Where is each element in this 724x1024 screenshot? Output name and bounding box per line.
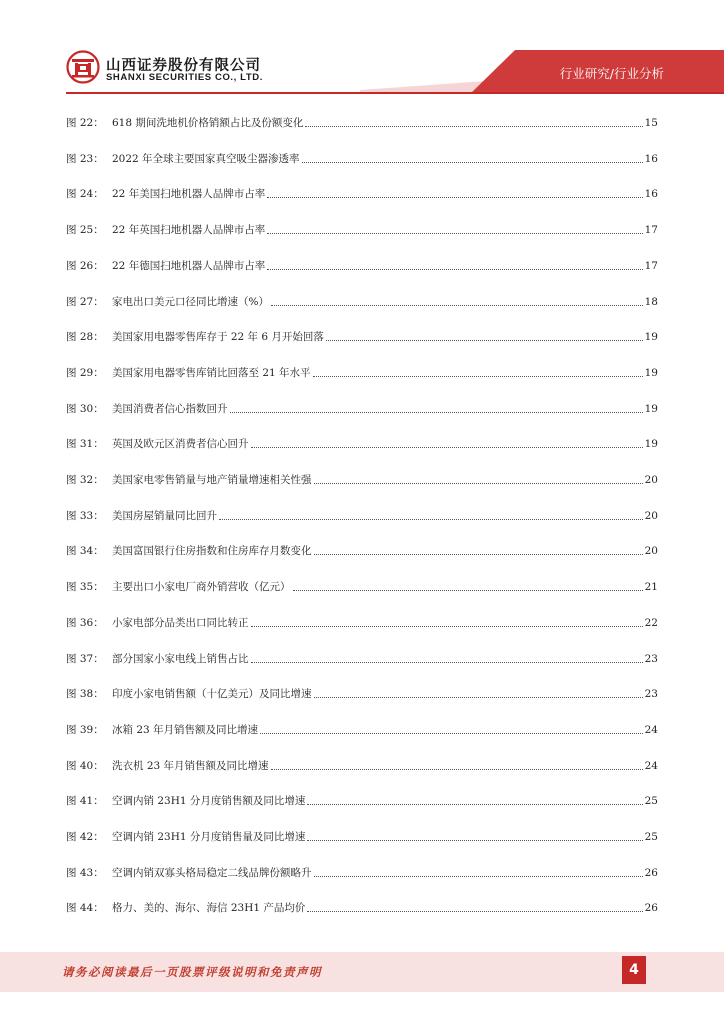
disclaimer-text: 请务必阅读最后一页股票评级说明和免责声明 bbox=[62, 965, 322, 979]
toc-entry-number: 图 33： bbox=[66, 509, 104, 522]
toc-entry-page: 23 bbox=[644, 688, 658, 701]
toc-entry-number: 图 28： bbox=[66, 331, 104, 344]
toc-entry-number: 图 41： bbox=[66, 795, 104, 808]
toc-entry[interactable] bbox=[66, 433, 658, 451]
toc-entry-title: 空调内销 23H1 分月度销售量及同比增速 bbox=[112, 831, 306, 843]
toc-entry-page: 22 bbox=[644, 616, 658, 629]
toc-entry-number: 图 25： bbox=[66, 224, 104, 237]
toc-entry[interactable] bbox=[66, 826, 658, 844]
toc-entry-title: 美国富国银行住房指数和住房库存月数变化 bbox=[112, 545, 312, 558]
page-header bbox=[0, 0, 724, 100]
toc-entry-title: 洗衣机 23 年月销售额及同比增速 bbox=[112, 759, 269, 772]
toc-entry[interactable] bbox=[66, 469, 658, 487]
toc-entry-page: 24 bbox=[644, 723, 658, 736]
toc-entry-number: 图 32： bbox=[66, 474, 104, 486]
toc-entry[interactable] bbox=[66, 648, 658, 666]
toc-entry-page: 20 bbox=[644, 474, 658, 486]
toc-leader-dots bbox=[271, 304, 643, 306]
toc-entry[interactable] bbox=[66, 148, 658, 166]
company-name-en: SHANXI SECURITIES CO., LTD. bbox=[106, 72, 263, 83]
toc-entry-page: 25 bbox=[644, 795, 658, 808]
toc-leader-dots bbox=[267, 196, 642, 198]
toc-entry-number: 图 24： bbox=[66, 188, 104, 201]
toc-entry-page: 17 bbox=[644, 259, 658, 272]
toc-entry[interactable] bbox=[66, 683, 658, 701]
toc-entry-title: 英国及欧元区消费者信心回升 bbox=[112, 438, 249, 451]
toc-entry-title: 空调内销双寡头格局稳定二线品牌份额略升 bbox=[112, 866, 312, 879]
toc-entry-page: 21 bbox=[644, 581, 658, 594]
toc-leader-dots bbox=[307, 910, 642, 912]
toc-entry-title: 空调内销 23H1 分月度销售额及同比增速 bbox=[112, 795, 306, 808]
toc-entry-number: 图 31： bbox=[66, 438, 104, 451]
toc-entry-number: 图 44： bbox=[66, 902, 104, 915]
toc-entry-title: 美国家用电器零售库销比回落至 21 年水平 bbox=[112, 366, 311, 379]
toc-entry-page: 19 bbox=[644, 438, 658, 451]
toc-entry-number: 图 35： bbox=[66, 581, 104, 594]
toc-entry[interactable] bbox=[66, 755, 658, 773]
toc-leader-dots bbox=[267, 268, 642, 270]
toc-entry[interactable] bbox=[66, 790, 658, 808]
toc-entry-title: 2022 年全球主要国家真空吸尘器渗透率 bbox=[112, 152, 300, 165]
toc-leader-dots bbox=[230, 411, 643, 413]
toc-entry[interactable] bbox=[66, 398, 658, 416]
toc-entry-number: 图 42： bbox=[66, 831, 104, 843]
toc-entry-title: 冰箱 23 年月销售额及同比增速 bbox=[112, 723, 259, 736]
toc-entry[interactable] bbox=[66, 326, 658, 344]
toc-entry-title: 家电出口美元口径同比增速（%） bbox=[112, 295, 269, 308]
toc-entry-number: 图 27： bbox=[66, 295, 104, 308]
toc-entry-title: 22 年美国扫地机器人品牌市占率 bbox=[112, 188, 266, 201]
toc-entry[interactable] bbox=[66, 112, 658, 130]
toc-entry[interactable] bbox=[66, 183, 658, 201]
toc-entry-title: 部分国家小家电线上销售占比 bbox=[112, 652, 249, 665]
toc-entry-page: 20 bbox=[644, 545, 658, 558]
toc-entry-number: 图 38： bbox=[66, 688, 104, 701]
toc-leader-dots bbox=[251, 446, 643, 448]
toc-entry-page: 20 bbox=[644, 509, 658, 522]
toc-entry-page: 19 bbox=[644, 402, 658, 415]
toc-leader-dots bbox=[293, 589, 643, 591]
toc-leader-dots bbox=[326, 339, 643, 341]
toc-entry-page: 23 bbox=[644, 652, 658, 665]
toc-leader-dots bbox=[307, 839, 642, 841]
toc-entry-number: 图 40： bbox=[66, 759, 104, 772]
company-name-cn: 山西证券股份有限公司 bbox=[106, 58, 261, 74]
toc-entry[interactable] bbox=[66, 719, 658, 737]
toc-entry-number: 图 36： bbox=[66, 616, 104, 629]
toc-entry-page: 15 bbox=[644, 117, 658, 129]
toc-entry[interactable] bbox=[66, 291, 658, 309]
toc-entry-number: 图 43： bbox=[66, 866, 104, 879]
toc-entry-title: 格力、美的、海尔、海信 23H1 产品均价 bbox=[112, 902, 306, 915]
toc-leader-dots bbox=[314, 553, 643, 555]
toc-entry[interactable] bbox=[66, 540, 658, 558]
toc-entry-page: 16 bbox=[644, 188, 658, 201]
toc-entry-title: 22 年德国扫地机器人品牌市占率 bbox=[112, 259, 266, 272]
toc-entry[interactable] bbox=[66, 612, 658, 630]
toc-entry[interactable] bbox=[66, 576, 658, 594]
toc-entry-page: 26 bbox=[644, 866, 658, 879]
toc-entry-number: 图 34： bbox=[66, 545, 104, 558]
toc-leader-dots bbox=[219, 518, 643, 520]
toc-entry-title: 美国消费者信心指数回升 bbox=[112, 402, 228, 415]
toc-leader-dots bbox=[313, 375, 643, 377]
toc-leader-dots bbox=[251, 661, 643, 663]
toc-entry-number: 图 26： bbox=[66, 259, 104, 272]
toc-entry[interactable] bbox=[66, 219, 658, 237]
toc-leader-dots bbox=[267, 232, 642, 234]
toc-leader-dots bbox=[302, 161, 643, 163]
toc-entry-page: 16 bbox=[644, 152, 658, 165]
toc-entry-number: 图 22： bbox=[66, 117, 104, 129]
toc-leader-dots bbox=[314, 875, 643, 877]
toc-entry[interactable] bbox=[66, 862, 658, 880]
toc-leader-dots bbox=[307, 803, 642, 805]
toc-entry-title: 小家电部分品类出口同比转正 bbox=[112, 616, 249, 629]
toc-entry-page: 25 bbox=[644, 831, 658, 843]
toc-leader-dots bbox=[260, 732, 643, 734]
toc-entry-number: 图 37： bbox=[66, 652, 104, 665]
toc-entry-title: 美国房屋销量同比回升 bbox=[112, 509, 217, 522]
toc-leader-dots bbox=[305, 125, 642, 127]
toc-entry-title: 22 年英国扫地机器人品牌市占率 bbox=[112, 224, 266, 237]
toc-entry-page: 19 bbox=[644, 331, 658, 344]
toc-entry-title: 美国家用电器零售库存于 22 年 6 月开始回落 bbox=[112, 331, 324, 344]
toc-entry-title: 印度小家电销售额（十亿美元）及同比增速 bbox=[112, 688, 312, 701]
report-category: 行业研究/行业分析 bbox=[559, 66, 664, 81]
toc-entry-number: 图 23： bbox=[66, 152, 104, 165]
toc-entry-number: 图 29： bbox=[66, 366, 104, 379]
toc-entry-page: 26 bbox=[644, 902, 658, 915]
toc-leader-dots bbox=[314, 482, 643, 484]
toc-entry-page: 24 bbox=[644, 759, 658, 772]
toc-entry-number: 图 30： bbox=[66, 402, 104, 415]
toc-entry[interactable] bbox=[66, 255, 658, 273]
toc-entry-page: 19 bbox=[644, 366, 658, 379]
toc-entry-page: 17 bbox=[644, 224, 658, 237]
toc-entry[interactable] bbox=[66, 505, 658, 523]
toc-leader-dots bbox=[271, 768, 643, 770]
toc-entry-title: 618 期间洗地机价格销额占比及份额变化 bbox=[112, 117, 304, 129]
toc-leader-dots bbox=[251, 625, 643, 627]
toc-entry-title: 美国家电零售销量与地产销量增速相关性强 bbox=[112, 474, 312, 486]
page-number: 4 bbox=[622, 956, 646, 984]
toc-entry-page: 18 bbox=[644, 295, 658, 308]
toc-entry-number: 图 39： bbox=[66, 723, 104, 736]
toc-entry-title: 主要出口小家电厂商外销营收（亿元） bbox=[112, 581, 291, 594]
toc-entry[interactable] bbox=[66, 897, 658, 915]
toc-entry[interactable] bbox=[66, 362, 658, 380]
toc-leader-dots bbox=[314, 696, 643, 698]
